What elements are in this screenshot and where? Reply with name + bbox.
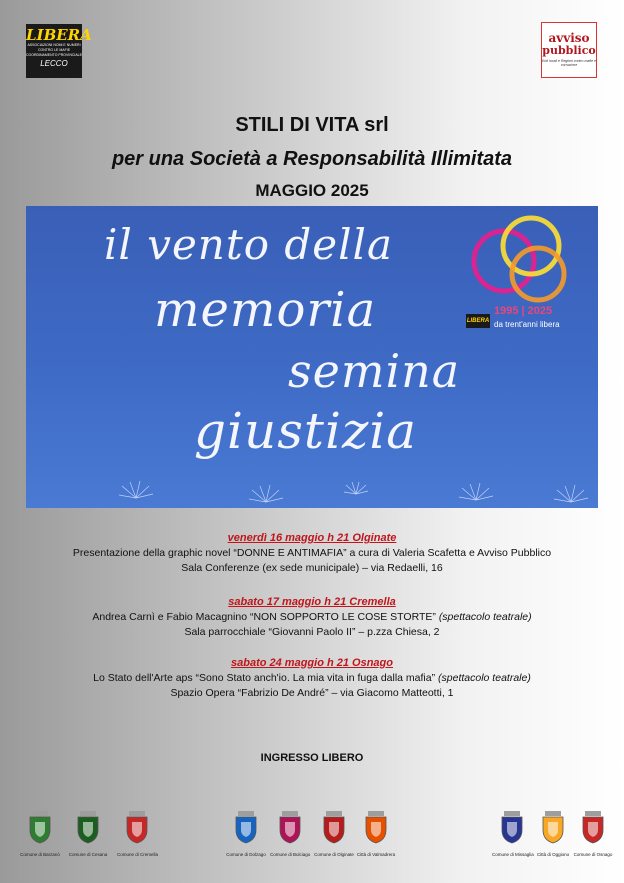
municipality-crest <box>117 810 157 857</box>
banner-mini-libera-logo: LIBERA <box>466 314 490 328</box>
event-description-text: Andrea Carnì e Fabio Macagnino “NON SOPPORTO LE COSE STORTE” <box>92 611 436 623</box>
event-place: Spazio Opera “Fabrizio De André” – via Giacomo Matteotti, 1 <box>170 687 454 699</box>
municipality-crest <box>20 810 60 857</box>
crest-shield-icon <box>540 810 566 844</box>
crest-shield-icon <box>233 810 259 844</box>
campaign-banner <box>26 206 598 508</box>
event-1 <box>0 531 624 576</box>
municipality-crest <box>356 810 396 857</box>
free-entry-note: INGRESSO LIBERO <box>260 752 364 764</box>
event-description-note: (spettacolo teatrale) <box>438 611 532 623</box>
municipality-crest <box>573 810 613 857</box>
libera-logo-line1: ASSOCIAZIONI NOMI E NUMERI <box>27 43 81 47</box>
municipality-crest <box>68 810 108 857</box>
avviso-logo-tagline: Enti locali e Regioni contro mafie e corruzione <box>542 59 596 67</box>
crest-shield-icon <box>580 810 606 844</box>
event-date: venerdì 16 maggio h 21 Olginate <box>227 532 397 544</box>
libera-logo-line3: COORDINAMENTO PROVINCIALE <box>26 53 82 57</box>
avviso-logo-word1: avviso <box>548 31 590 45</box>
municipality-crest <box>226 810 266 857</box>
banner-script-line2: memoria <box>154 282 377 338</box>
crest-name: Comune di Cremella <box>117 852 159 857</box>
event-3 <box>0 656 624 701</box>
event-date: sabato 17 maggio h 21 Cremella <box>228 596 396 608</box>
crest-name: Comune di Olginate <box>314 852 354 857</box>
avviso-pubblico-logo <box>541 22 597 78</box>
crest-name: Città di Valmadrera <box>356 852 396 857</box>
crest-name: Città di Oggiono <box>536 852 570 857</box>
crest-shield-icon <box>277 810 303 844</box>
libera-logo-city: LECCO <box>40 59 68 68</box>
banner-script-line1: il vento della <box>104 220 394 269</box>
municipality-crest <box>314 810 354 857</box>
event-description <box>0 546 624 561</box>
crest-name: Comune di Barzanò <box>20 852 60 857</box>
crest-name: Comune di Bulciago <box>270 852 311 857</box>
page-subtitle: per una Società a Responsabilità Illimitata <box>111 148 513 170</box>
avviso-logo-word2: pubblico <box>542 44 596 57</box>
libera-lecco-logo <box>26 24 92 78</box>
page-month: MAGGIO 2025 <box>255 181 369 200</box>
crest-name: Comune di Osnago <box>573 852 613 857</box>
libera-logo-line2: CONTRO LE MAFIE <box>37 48 71 52</box>
event-2 <box>0 595 624 640</box>
event-description-text: Lo Stato dell'Arte aps “Sono Stato anch'io. La mia vita in fuga dalla mafia” <box>93 672 436 684</box>
banner-anniversary: 1995 | 2025 <box>494 305 553 317</box>
crest-shield-icon <box>363 810 389 844</box>
crest-shield-icon <box>499 810 525 844</box>
event-description <box>0 610 624 625</box>
crest-shield-icon <box>321 810 347 844</box>
crest-name: Comune di Missaglia <box>492 852 534 857</box>
event-description <box>0 671 624 686</box>
banner-script-line3: semina <box>288 344 461 398</box>
municipality-crest <box>533 810 573 857</box>
event-place: Sala Conferenze (ex sede municipale) – via Redaelli, 16 <box>181 562 443 574</box>
banner-anniversary-sub: da trent'anni libera <box>494 320 560 329</box>
crest-name: Comune di Dolzago <box>226 852 266 857</box>
event-description-note: (spettacolo teatrale) <box>438 672 531 684</box>
event-place: Sala parrocchiale “Giovanni Paolo II” – p.zza Chiesa, 2 <box>184 626 440 638</box>
municipality-crest <box>270 810 310 857</box>
crest-shield-icon <box>75 810 101 844</box>
crest-shield-icon <box>27 810 53 844</box>
banner-script-line4: giustizia <box>194 402 418 460</box>
crest-name: Comune di Cesana <box>68 852 108 857</box>
municipality-crest <box>492 810 532 857</box>
crest-shield-icon <box>124 810 150 844</box>
libera-logo-word: LIBERA <box>26 26 92 44</box>
event-description-text: Presentazione della graphic novel “DONNE E ANTIMAFIA” a cura di Valeria Scafetta e Avviso Pubblico <box>72 547 552 559</box>
event-date: sabato 24 maggio h 21 Osnago <box>231 657 393 669</box>
page-title: STILI DI VITA srl <box>235 114 389 136</box>
